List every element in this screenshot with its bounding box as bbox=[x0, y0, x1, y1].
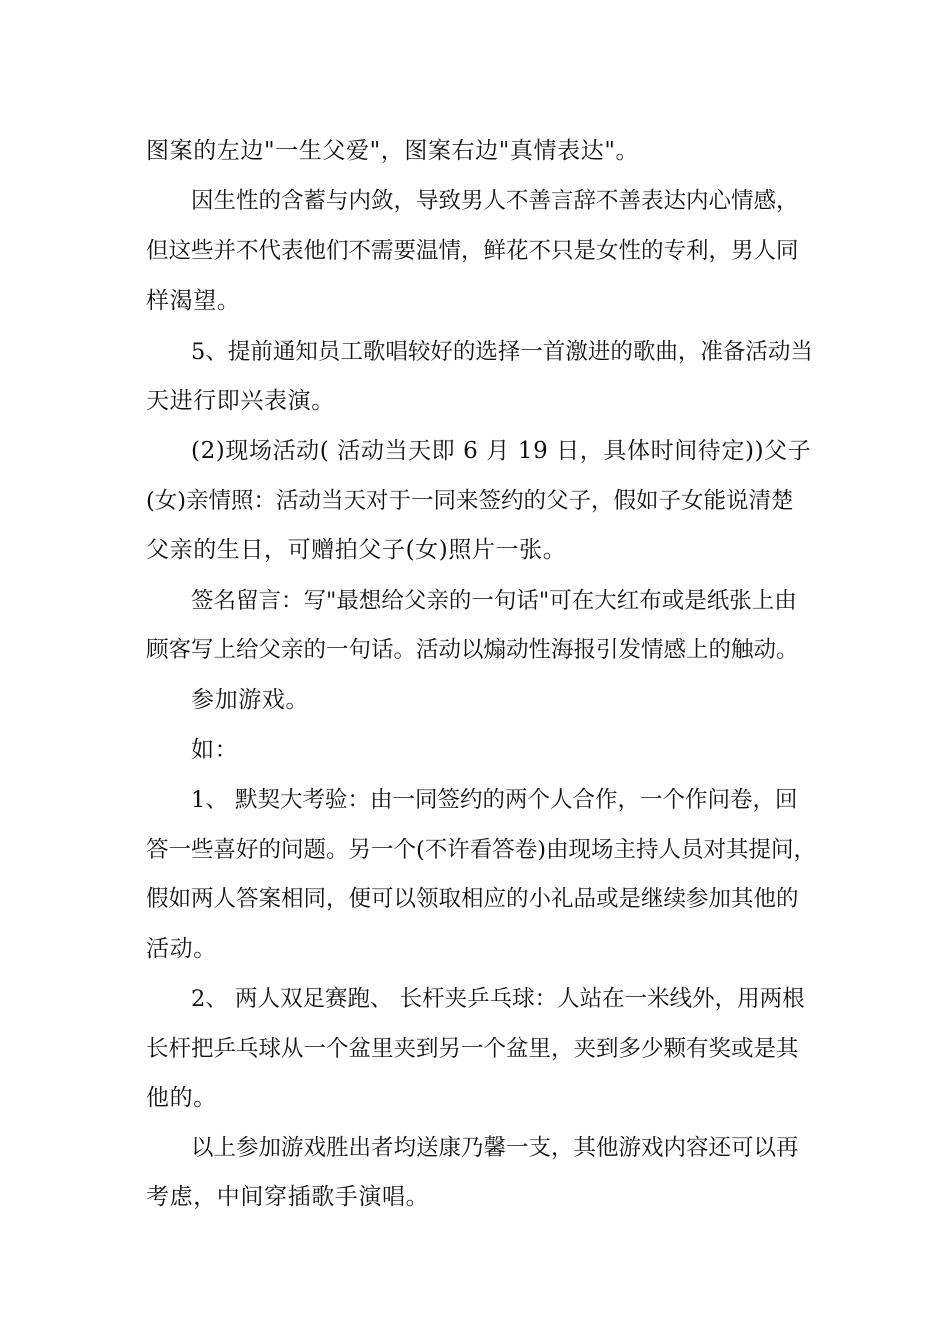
paragraph-8-line-2: 答一些喜好的问题。另一个(不许看答卷)由现场主持人员对其提问， bbox=[146, 837, 817, 863]
paragraph-8-line-1: 1、 默契大考验：由一同签约的两个人合作，一个作问卷，回 bbox=[191, 787, 798, 813]
paragraph-9-line-3: 他的。 bbox=[146, 1085, 217, 1111]
paragraph-4-line-2: (女)亲情照：活动当天对于一同来签约的父子，假如子女能说清楚 bbox=[146, 488, 794, 514]
paragraph-2-line-2: 但这些并不代表他们不需要温情，鲜花不只是女性的专利，男人同 bbox=[146, 238, 799, 264]
paragraph-9-line-2: 长杆把乒乓球从一个盆里夹到另一个盆里，夹到多少颗有奖或是其 bbox=[146, 1036, 799, 1062]
paragraph-4-line-3: 父亲的生日，可赠拍父子(女)照片一张。 bbox=[146, 537, 567, 563]
paragraph-10-line-2: 考虑，中间穿插歌手演唱。 bbox=[146, 1184, 430, 1210]
paragraph-4-line-1: (2)现场活动( 活动当天即 6 月 19 日，具体时间待定))父子 bbox=[191, 438, 812, 464]
paragraph-7-line-1: 如： bbox=[191, 737, 239, 763]
paragraph-9-line-1: 2、 两人双足赛跑、 长杆夹乒乓球：人站在一米线外，用两根 bbox=[191, 986, 805, 1012]
paragraph-5-line-1: 签名留言：写"最想给父亲的一句话"可在大红布或是纸张上由 bbox=[191, 588, 797, 614]
paragraph-2-line-1: 因生性的含蓄与内敛，导致男人不善言辞不善表达内心情感， bbox=[191, 188, 799, 214]
paragraph-3-line-2: 天进行即兴表演。 bbox=[146, 388, 335, 414]
paragraph-8-line-3: 假如两人答案相同，便可以领取相应的小礼品或是继续参加其他的 bbox=[146, 886, 799, 912]
paragraph-2-line-3: 样渴望。 bbox=[146, 288, 241, 314]
paragraph-5-line-2: 顾客写上给父亲的一句话。活动以煽动性海报引发情感上的触动。 bbox=[146, 637, 799, 663]
paragraph-8-line-4: 活动。 bbox=[146, 936, 217, 962]
paragraph-6-line-1: 参加游戏。 bbox=[191, 687, 309, 713]
paragraph-3-line-1: 5、提前通知员工歌唱较好的选择一首激进的歌曲，准备活动当 bbox=[191, 339, 813, 365]
paragraph-1-line-1: 图案的左边"一生父爱"，图案右边"真情表达"。 bbox=[146, 138, 640, 164]
paragraph-10-line-1: 以上参加游戏胜出者均送康乃馨一支，其他游戏内容还可以再 bbox=[191, 1135, 799, 1161]
